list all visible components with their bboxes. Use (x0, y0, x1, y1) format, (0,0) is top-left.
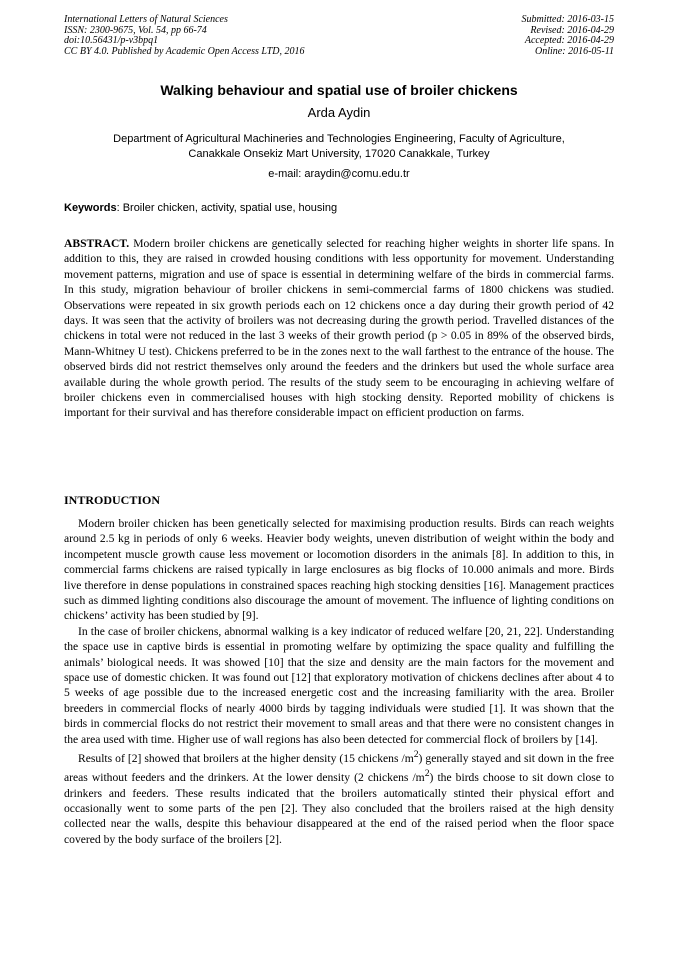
journal-license: CC BY 4.0. Published by Academic Open Access LTD, 2016 (64, 45, 305, 57)
publication-dates (522, 15, 615, 57)
date-online: Online: 2016-05-11 (535, 45, 614, 57)
intro-paragraph-1: Modern broiler chicken has been genetically selected for maximising production results. Birds can reach weights around 2.5 kg in periods of only 6 weeks. Heavier body weights, uneven distribution of weight within the body and incompetent muscle growth cause less movement or locomotion disorders in the animals [8]. In addition to this, in commercial farms chickens are raised typically in large enclosures as big flocks of 10.000 animals and more. Birds live therefore in dense populations in constrained spaces reaching high stocking densities [16]. Management practices such as dimmed lighting conditions also discourage the amount of movement. The influence of lighting conditions on chickens’ activity has been studied by [9]. (64, 517, 614, 623)
introduction-body (64, 516, 614, 847)
journal-info (64, 15, 305, 57)
abstract (64, 236, 614, 421)
keywords-label: Keywords (64, 202, 117, 214)
keywords-list: : Broiler chicken, activity, spatial use, housing (116, 202, 338, 214)
author-affiliation (64, 132, 614, 162)
journal-name: International Letters of Natural Sciences (64, 14, 228, 25)
abstract-text: Modern broiler chickens are genetically selected for reaching higher weights in shorter life spans. In addition to this, they are raised in crowded housing conditions with less opportunity for movement. Understanding movement patterns, migration and use of space is essential in determining welfare of the birds in commercial farms. In this study, migration behaviour of broiler chickens in semi-commercial farms of 1800 chickens was studied. Observations were repeated in six growth periods each on 12 chickens once a day during their growth period of 42 days. It was seen that the activity of broilers was not decreasing during the growth period. Travelled distances of the chickens in total were not reduced in the last 3 weeks of their growth period (p > 0.05 in 89% of the observed birds, Mann-Whitney U test). Chickens preferred to be in the zones next to the wall farthest to the entrance of the house. The observed birds did not restrict themselves only around the feeders and the drinkers but used the whole surface area available during the whole growth period. The results of the study seem to be encouraging in achieving welfare of broiler chickens even in commercialised houses with high stocking density. Reported mobility of chickens is important for their survival and has therefore considerable impact on efficient production on farms. (64, 237, 614, 420)
intro-paragraph-2: In the case of broiler chickens, abnormal walking is a key indicator of reduced welfare [20, 21, 22]. Understanding the space use in captive birds is essential in promoting welfare by optimizing the space quality and fulfilling the animals’ biological needs. It was showed [10] that the size and density are the main factors for the movement and space use of domestic chicken. It was found out [12] that exploratory motivation of chickens declines after about 4 to 5 weeks of age possible due to the increased energetic cost and the increasing familiarity with the area. Broiler breeders in commercial flocks of nearly 4000 birds by tagging individuals were studied [1]. It was shown that the birds in commercial flocks do not restrict their movement to small areas and that there were no consistent changes in the area used with time. Higher use of wall regions has also been detected for commercial flock of broilers by [14]. (64, 624, 614, 746)
affiliation-line-1: Department of Agricultural Machineries and Technologies Engineering, Faculty of Agriculture, (113, 133, 565, 145)
paper-title: Walking behaviour and spatial use of broiler chickens (160, 82, 518, 98)
journal-doi: doi:10.56431/p-v3bpq1 (64, 35, 159, 46)
intro-paragraph-3: Results of [2] showed that broilers at the higher density (15 chickens $/m^2$) generally stayed and sit down in the free areas without feeders and the drinkers. At the lower density (2 chickens $/m^2$) the birds choose to sit down close to drinkers and feeders. These results indicated that the broilers automatically stinted their physical effort and occasionally went to some parts of the pen [2]. They also concluded that the broilers raised at the high density collected near the walls, despite this behaviour disappeared at the end of the raised period when the floor space covered by the body surface of the broilers [2]. (64, 749, 615, 846)
abstract-label: ABSTRACT. (64, 237, 130, 250)
date-submitted: Submitted: 2016-03-15 (521, 14, 614, 25)
author-email: e-mail: araydin@comu.edu.tr (268, 168, 410, 180)
date-accepted: Accepted: 2016-04-29 (524, 35, 614, 46)
keywords (64, 202, 614, 214)
paper-author: Arda Aydin (307, 105, 371, 120)
date-revised: Revised: 2016-04-29 (530, 24, 614, 36)
section-heading-introduction: INTRODUCTION (64, 493, 161, 507)
affiliation-line-2: Canakkale Onsekiz Mart University, 17020 Canakkale, Turkey (188, 148, 490, 160)
journal-issn: ISSN: 2300-9675, Vol. 54, pp 66-74 (64, 24, 207, 36)
